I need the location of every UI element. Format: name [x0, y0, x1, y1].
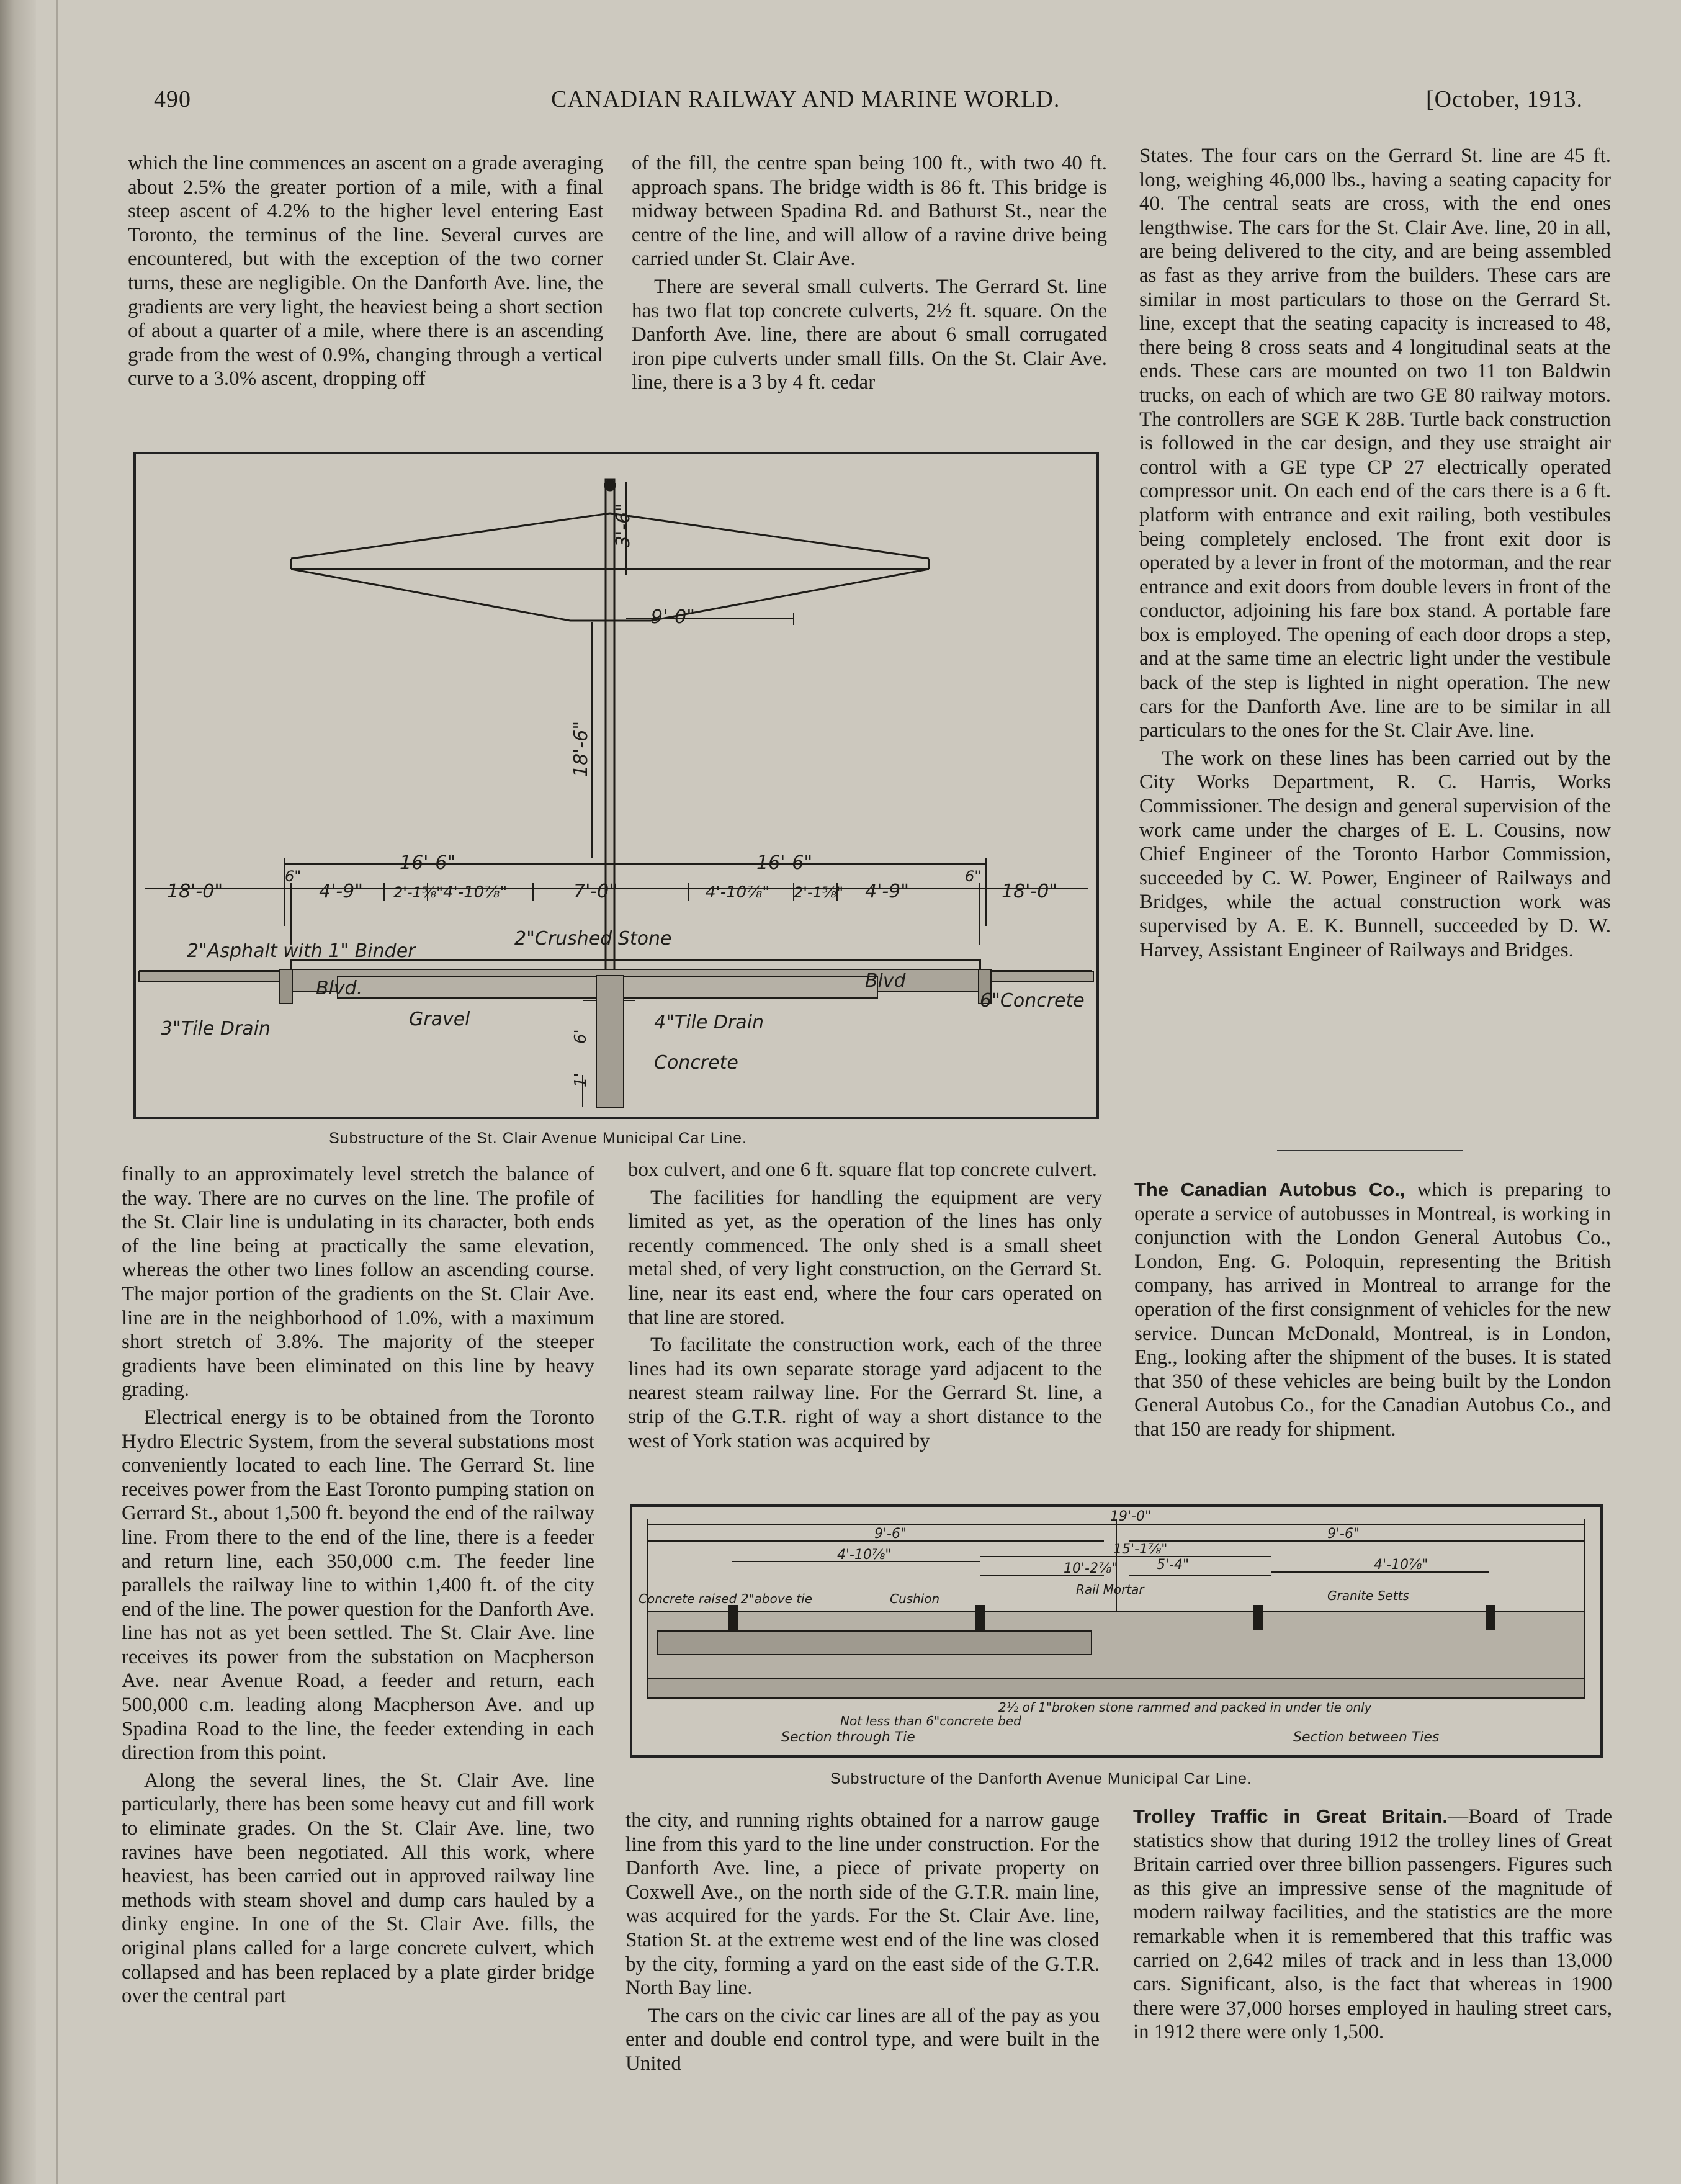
- autobus-title: The Canadian Autobus Co.,: [1134, 1179, 1405, 1200]
- danforth-substructure-figure: [630, 1504, 1603, 1758]
- paragraph: There are several small culverts. The Gerrard St. line has two flat top concrete culverts, 2½ ft. square. On the Danforth Ave. line, there are about 6 small corrugated iron pipe culverts under small fills. On the St. Clair Ave. line, there is a 3 by 4 ft. cedar: [632, 275, 1107, 394]
- autobus-item: [1134, 1178, 1611, 1442]
- dim-4-9-left: 4'-9": [319, 881, 364, 902]
- dim-4-10-right: 4'-10⅞": [1374, 1557, 1428, 1573]
- dim-5-4: 5'-4": [1157, 1557, 1190, 1573]
- granite-setts-label: Granite Setts: [1327, 1588, 1409, 1603]
- dim-4-10-left: 4'-10⅞": [443, 883, 508, 902]
- blvd-right-label: Blvd: [865, 970, 906, 992]
- dim-9-6-right: 9'-6": [1327, 1526, 1360, 1542]
- paragraph: States. The four cars on the Gerrard St. line are 45 ft. long, weighing 46,000 lbs., having a seating capacity for 40. The central seats are cross, with the end ones lengthwise. The cars for the St. Clair Ave. line, 20 in all, are being delivered to the city, and are being assembled as fast as they arrive from the builders. These cars are similar in most particulars to those on the Gerrard St. line, except that the seating capacity is increased to 48, there being 8 cross seats and 4 longitudinal seats at the ends. These cars are mounted on two 11 ton Baldwin trucks, on each of which are two GE 80 railway motors. The controllers are SGE K 28B. Turtle back construction is followed in the car design, and they use straight air control with a GE type CP 27 electrically operated compressor unit. On each end of the cars there is a 6 ft. platform with entrance and exit railing, both vestibules being completely enclosed. The front exit door is operated by a lever in front of the motorman, and the rear entrance and exit doors from double levers in front of the conductor, adjoining his fare box stand. A portable fare box is employed. The opening of each door drops a step, and at the same time an electric light under the vestibule back of the step is lighted in night operation. The new cars for the Danforth Ave. line are to be similar in all particulars to the ones for the St. Clair Ave. line.: [1139, 145, 1611, 742]
- figure1-caption: Substructure of the St. Clair Avenue Municipal Car Line.: [329, 1130, 747, 1147]
- paragraph: box culvert, and one 6 ft. square flat top concrete culvert.: [628, 1159, 1097, 1181]
- concrete-raised-label: Concrete raised 2"above tie: [639, 1591, 813, 1606]
- column2-middle: [628, 1158, 1102, 1453]
- concrete-bed-label: Not less than 6"concrete bed: [840, 1714, 1021, 1728]
- dim-18-0-left: 18'-0": [167, 881, 223, 902]
- dim-6-left: 6": [285, 868, 302, 885]
- column1-bottom: [122, 1162, 594, 2008]
- column2-top: [632, 151, 1107, 395]
- autobus-text: which is preparing to operate a service of autobusses in Montreal, is working in conjunction with the London General Autobus Co., London, Eng. G. Poloquin, representing the British company, has arrived in Montreal to arrange for the operation of the first consignment of vehicles for the new service. Duncan McDonald, Montreal, is in London, Eng., looking after the shipment of the buses. It is stated that 350 of these vehicles are being built by the London General Autobus Co., for the Canadian Autobus Co., and that 150 are ready for shipment.: [1134, 1179, 1611, 1440]
- dim-7-0: 7'-0": [573, 881, 618, 902]
- section-through-tie: Section through Tie: [781, 1730, 915, 1745]
- cushion-label: Cushion: [890, 1591, 940, 1606]
- dim-4-9-right: 4'-9": [865, 881, 910, 902]
- dim-16-6-right: 16'-6": [756, 852, 813, 874]
- dim-4-10-left: 4'-10⅞": [837, 1547, 892, 1563]
- page-number: 490: [154, 86, 191, 112]
- dim-1-vertical: 1': [572, 1072, 590, 1087]
- gravel-label: Gravel: [409, 1009, 470, 1030]
- st-clair-substructure-figure: [133, 452, 1099, 1119]
- paragraph: Electrical energy is to be obtained from the Toronto Hydro Electric System, from the several substations most conveniently located to each line. The Gerrard St. line receives power from the East Toronto pumping station on Gerrard St., about 1,500 ft. beyond the end of the railway line. From there to the end of the line, there is a feeder and return line, each 350,000 c.m. The feeder line parallels the railway line to within 1,400 ft. of the city end of the line. The power question for the Danforth Ave. line has not as yet been settled. The St. Clair Ave. line receives its power from the substation on Macpherson Ave. near Avenue Road, a feeder and return, each 500,000 c.m. leading along Macpherson Ave. and up Spadina Road to the line, the feeder extending in each direction from this point.: [122, 1406, 594, 1764]
- dim-2-1-left: 2'-1⅝": [393, 884, 444, 901]
- trolley-title: Trolley Traffic in Great Britain.: [1133, 1805, 1448, 1827]
- dim-6-vertical: 6': [572, 1029, 590, 1044]
- dim-15-1: 15'-1⅞": [1113, 1542, 1168, 1557]
- paragraph: finally to an approximately level stretch the balance of the way. There are no curves on the line. The profile of the St. Clair line is undulating in its character, both ends of the line being at practically the same elevation, whereas the other two lines follow an ascending course. The major portion of the gradients on the St. Clair Ave. line are in the neighborhood of 1.0%, with a maximum short stretch of 3.8%. The majority of the steeper gradients have been eliminated on this line by heavy grading.: [122, 1163, 594, 1401]
- section-between-ties: Section between Ties: [1293, 1730, 1440, 1745]
- blvd-left-label: Blvd.: [316, 977, 363, 999]
- concrete-label: Concrete: [654, 1052, 738, 1074]
- column2-bottom: [625, 1809, 1100, 2076]
- paragraph: Along the several lines, the St. Clair Ave. line particularly, there has been some heavy cut and fill work to eliminate grades. On the St. Clair Ave. line, two ravines have been negotiated. All this work, where heaviest, has been carried out in approved railway line methods with steam shovel and dump cars hauled by a dinky engine. In one of the St. Clair Ave. fills, the original plans called for a large concrete culvert, which collapsed and has been replaced by a plate girder bridge over the central part: [122, 1769, 594, 2008]
- dim-19-0: 19'-0": [1110, 1509, 1152, 1524]
- dim-9-6-left: 9'-6": [874, 1526, 907, 1542]
- paragraph: To facilitate the construction work, each of the three lines had its own separate storage yard adjacent to the nearest steam railway line. For the Gerrard St. line, a strip of the G.T.R. right of way a short distance to the west of York station was acquired by: [628, 1334, 1102, 1452]
- tile-drain-3-label: 3"Tile Drain: [161, 1018, 271, 1040]
- column1-top: [128, 151, 603, 391]
- rail-mortar-label: Rail Mortar: [1076, 1582, 1144, 1597]
- trolley-text: —Board of Trade statistics show that during 1912 the trolley lines of Great Britain carried over three billion passengers. Figures such as this give an impressive sense of the magnitude of modern railway facilities, and the statistics are the more remarkable when it is remembered that this traffic was carried on 2,642 miles of track and in less than 13,000 cars. Significant, also, is the fact that whereas in 1900 there were 37,000 horses employed in hauling street cars, in 1912 there were only 1,500.: [1133, 1805, 1612, 2044]
- figure2-caption: Substructure of the Danforth Avenue Municipal Car Line.: [830, 1770, 1252, 1787]
- paragraph: The work on these lines has been carried out by the City Works Department, R. C. Harris, Works Commissioner. The design and general supervision of the work came under the charges of E. L. Cousins, now Chief Engineer of the Toronto Harbor Commission, succeeded by C. W. Power, Engineer of Railways and Bridges, while the actual construction work was supervised by A. E. K. Bunnell, succeeded by D. W. Harvey, Assistant Engineer of Railways and Bridges.: [1139, 747, 1611, 961]
- dim-6-right: 6": [965, 868, 982, 885]
- st-clair-cross-section-drawing: [136, 454, 1096, 1117]
- paragraph: the city, and running rights obtained for a narrow gauge line from this yard to the line under construction. For the Danforth Ave. line, a piece of private property on Coxwell Ave., on the north side of the G.T.R. main line, was acquired for the yards. For the St. Clair Ave. line, Station St. at the extreme west end of the line was closed by the city, forming a yard on the east side of the G.T.R. North Bay line.: [625, 1809, 1100, 2000]
- column3-top: [1139, 144, 1611, 962]
- concrete-6-label: 6"Concrete: [980, 990, 1085, 1012]
- tile-drain-4-label: 4"Tile Drain: [654, 1012, 764, 1033]
- dim-10-2: 10'-2⅞": [1064, 1561, 1118, 1576]
- paragraph: which the line commences an ascent on a grade averaging about 2.5% the greater portion of a mile, with a final steep ascent of 4.2% to the higher level entering East Toronto, the terminus of the line. Several curves are encountered, but with the exception of the two corner turns, these are negligible. On the Danforth Ave. line, the gradients are very light, the heaviest being a short section of about a quarter of a mile, where there is an ascending grade from the west of 0.9%, changing through a vertical curve to a 3.0% ascent, dropping off: [128, 152, 603, 390]
- trolley-item: [1133, 1805, 1612, 2044]
- asphalt-label: 2"Asphalt with 1" Binder: [187, 940, 416, 962]
- broken-stone-label: 2½ of 1"broken stone rammed and packed in under tie only: [998, 1700, 1372, 1715]
- section-divider: [1277, 1150, 1463, 1151]
- dim-9-0: 9'-0": [651, 606, 696, 628]
- paragraph: The facilities for handling the equipment are very limited as yet, as the operation of the lines has only recently commenced. The only shed is a small sheet metal shed, of very light construction, on the Gerrard St. line, near its east end, where the four cars operated on that line are stored.: [628, 1186, 1102, 1329]
- dim-3-6: 3'-6": [612, 503, 634, 547]
- dim-2-1-right: 2'-1⅝": [794, 884, 844, 901]
- dim-18-6: 18'-6": [570, 721, 592, 777]
- journal-title: CANADIAN RAILWAY AND MARINE WORLD.: [551, 86, 1060, 112]
- dim-16-6-left: 16'-6": [400, 852, 456, 874]
- dim-4-10-right: 4'-10⅞": [706, 883, 770, 902]
- danforth-cross-section-drawing: [632, 1507, 1600, 1755]
- crushed-stone-label: 2"Crushed Stone: [514, 928, 672, 950]
- paragraph: of the fill, the centre span being 100 ft., with two 40 ft. approach spans. The bridge width is 86 ft. This bridge is midway between Spadina Rd. and Bathurst St., near the centre of the line, and will allow of a ravine drive being carried under St. Clair Ave.: [632, 152, 1107, 271]
- paragraph: The cars on the civic car lines are all of the pay as you enter and double end control type, and were built in the United: [625, 2004, 1100, 2075]
- dim-18-0-right: 18'-0": [1002, 881, 1058, 902]
- issue-date: [October, 1913.: [1426, 86, 1584, 112]
